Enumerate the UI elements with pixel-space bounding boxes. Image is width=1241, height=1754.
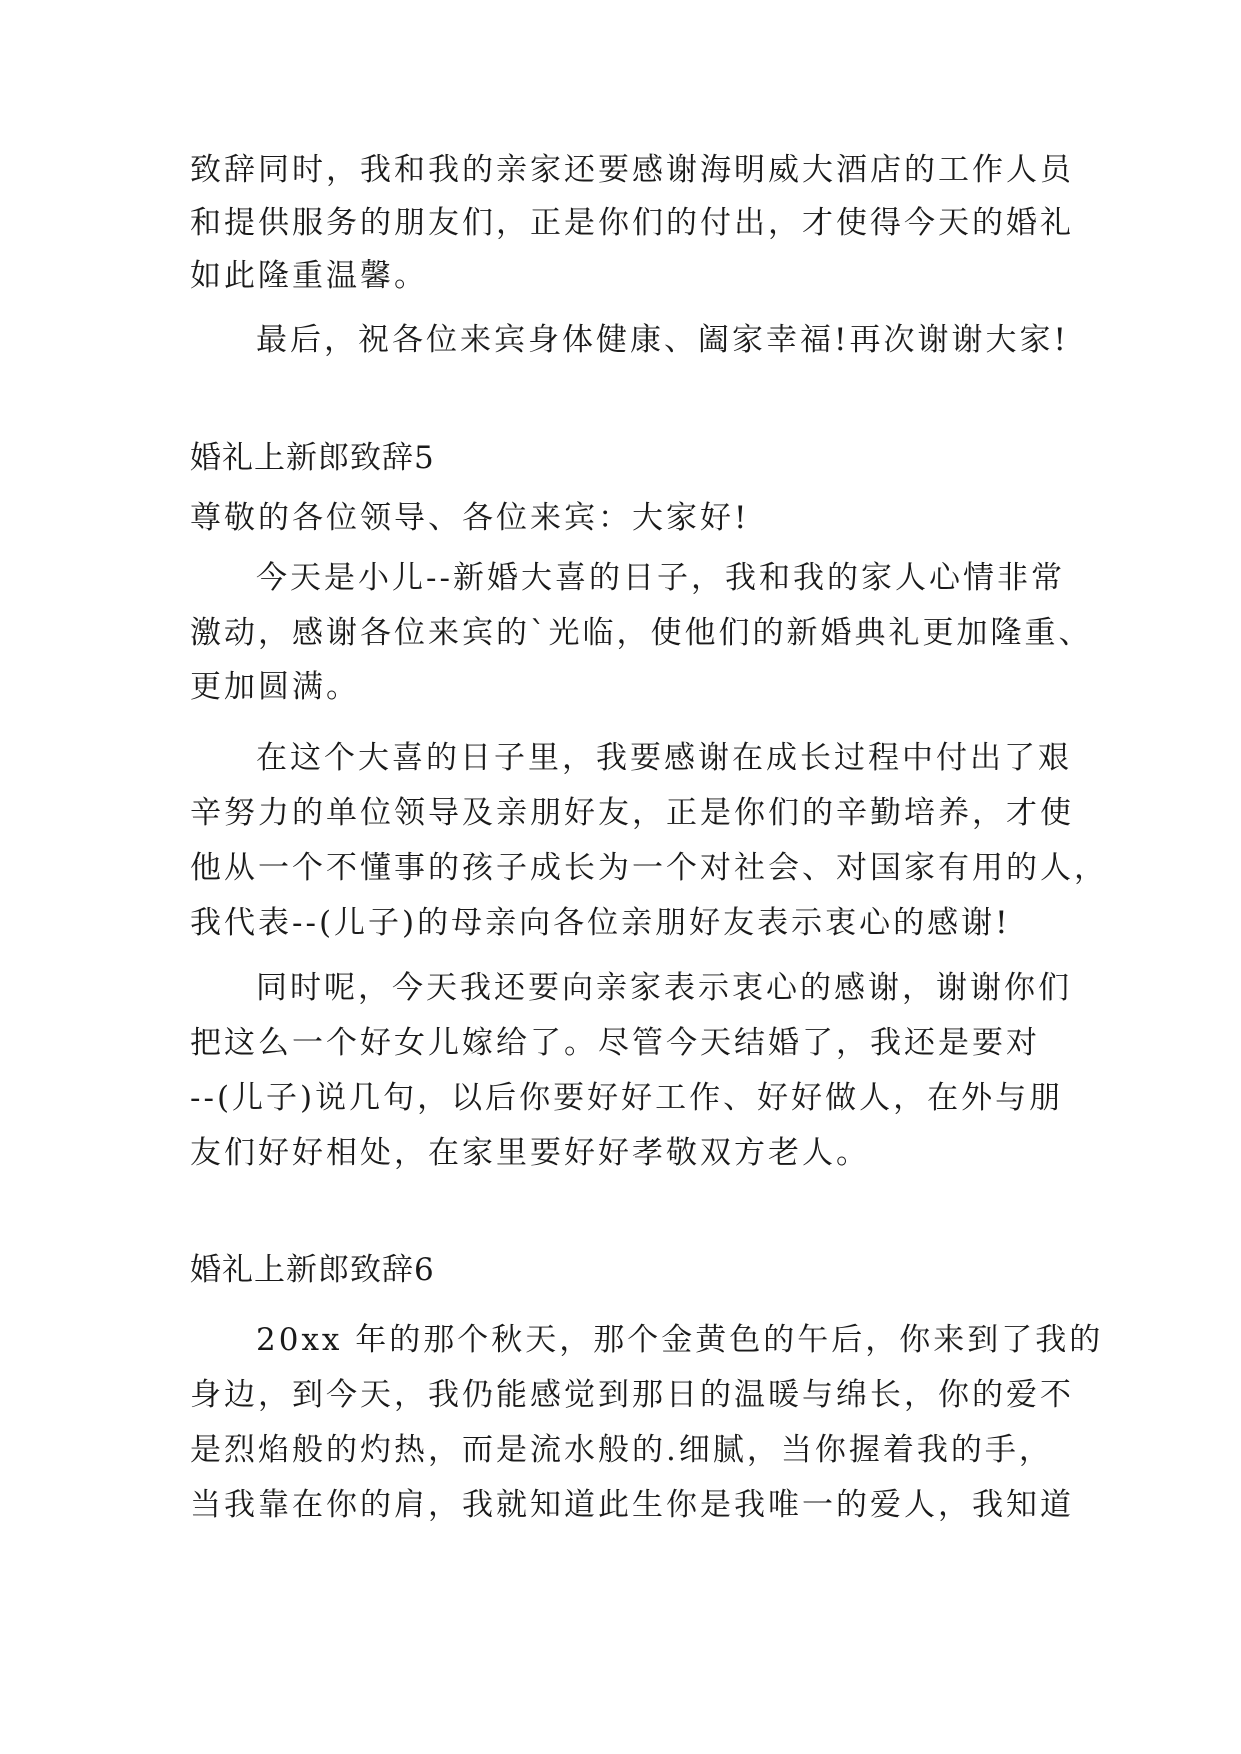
paragraph-line: 更加圆满。 — [190, 669, 360, 705]
paragraph-line: 当我靠在你的肩，我就知道此生你是我唯一的爱人，我知道 — [190, 1487, 1074, 1523]
paragraph-line: 如此隆重温馨。 — [190, 258, 428, 294]
paragraph-line: 在这个大喜的日子里，我要感谢在成长过程中付出了艰 — [256, 740, 1072, 776]
paragraph-line: 20xx 年的那个秋天，那个金黄色的午后，你来到了我的 — [256, 1322, 1104, 1358]
paragraph-line: 和提供服务的朋友们，正是你们的付出，才使得今天的婚礼 — [190, 205, 1074, 241]
paragraph-line: 同时呢，今天我还要向亲家表示衷心的感谢，谢谢你们 — [256, 970, 1072, 1006]
paragraph-line: 是烈焰般的灼热，而是流水般的.细腻，当你握着我的手， — [190, 1432, 1053, 1468]
paragraph-line: 友们好好相处，在家里要好好孝敬双方老人。 — [190, 1135, 870, 1171]
paragraph-line: 我代表--(儿子)的母亲向各位亲朋好友表示衷心的感谢! — [190, 905, 1011, 941]
section-heading: 婚礼上新郎致辞5 — [190, 440, 435, 476]
paragraph-line: 激动，感谢各位来宾的`光临，使他们的新婚典礼更加隆重、 — [190, 615, 1093, 651]
paragraph-line: 最后，祝各位来宾身体健康、阖家幸福!再次谢谢大家! — [256, 322, 1069, 358]
section-heading: 婚礼上新郎致辞6 — [190, 1252, 435, 1288]
paragraph-line: 身边，到今天，我仍能感觉到那日的温暖与绵长，你的爱不 — [190, 1377, 1074, 1413]
paragraph-line: 致辞同时，我和我的亲家还要感谢海明威大酒店的工作人员 — [190, 152, 1074, 188]
paragraph-line: 把这么一个好女儿嫁给了。尽管今天结婚了，我还是要对 — [190, 1025, 1040, 1061]
paragraph-line: 他从一个不懂事的孩子成长为一个对社会、对国家有用的人， — [190, 850, 1108, 886]
paragraph-line: 今天是小儿--新婚大喜的日子，我和我的家人心情非常 — [256, 560, 1065, 596]
paragraph-line: --(儿子)说几句，以后你要好好工作、好好做人，在外与朋 — [190, 1080, 1064, 1116]
salutation: 尊敬的各位领导、各位来宾：大家好! — [190, 500, 750, 536]
paragraph-line: 辛努力的单位领导及亲朋好友，正是你们的辛勤培养，才使 — [190, 795, 1074, 831]
